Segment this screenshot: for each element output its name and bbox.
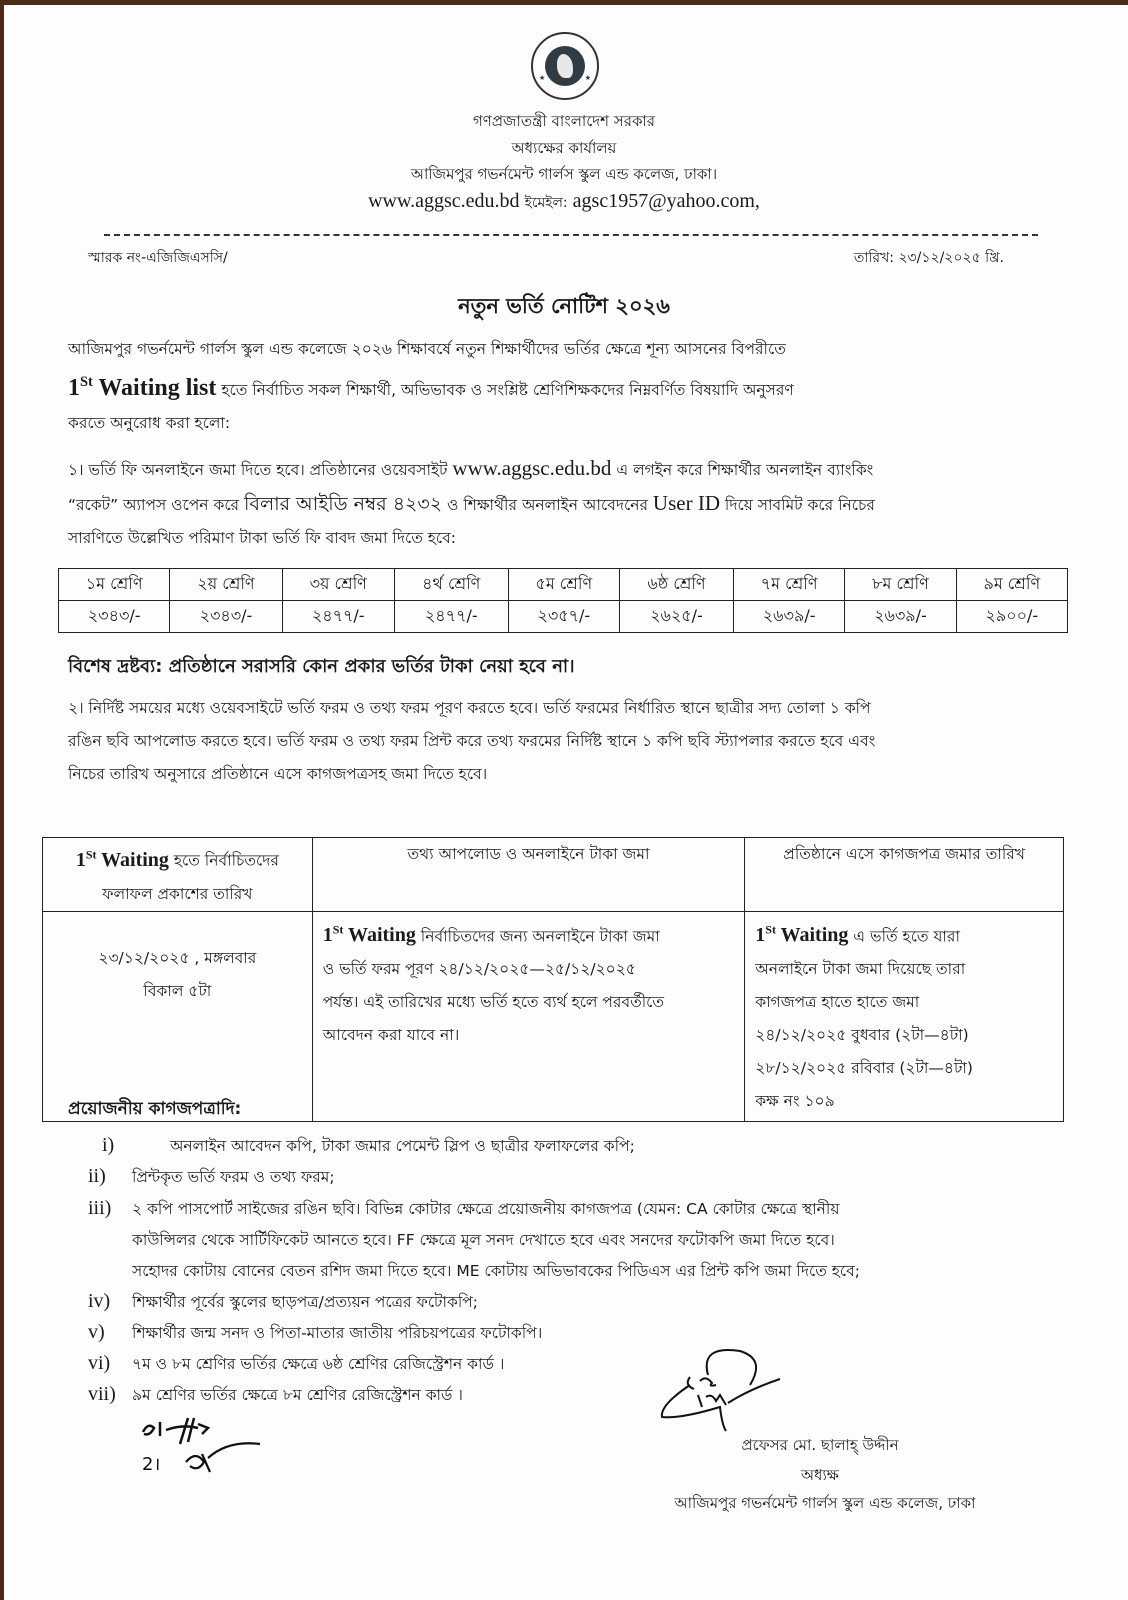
fee-header-cell: ৫ম শ্রেণি	[508, 569, 619, 601]
fee-table-value-row	[59, 601, 1068, 633]
letterhead-contact	[0, 190, 1128, 215]
fee-value-cell: ২৬২৫/-	[619, 601, 733, 633]
fee-value-cell: ২৪৭৭/-	[394, 601, 508, 633]
fee-header-cell: ২য় শ্রেণি	[170, 569, 282, 601]
schedule-header-row	[43, 838, 1064, 912]
intro-line-3: করতে অনুরোধ করা হলো:	[68, 414, 231, 432]
website-link[interactable]: www.aggsc.edu.bd	[368, 190, 520, 212]
fee-value-cell: ২৬৩৯/-	[733, 601, 844, 633]
fee-value-cell: ২৩৪৩/-	[59, 601, 170, 633]
fee-header-cell: ৮ম শ্রেণি	[845, 569, 956, 601]
principal-designation: অধ্যক্ষ	[801, 1466, 839, 1484]
submission-info-cell: 1St Waiting এ ভর্তি হতে যারা অনলাইনে টাকা জমা দিয়েছে তারা কাগজপত্র হাতে হাতে জমা ২৪/১২/২০২৫ বুধবার (২টা—৪টা) ২৮/১২/২০২৫ রবিবার (২টা—৪টা) কক্ষ নং ১০৯	[745, 911, 1064, 1121]
requirement-item: iii) ২ কপি পাসপোর্ট সাইজের রঙিন ছবি। বিভিন্ন কোটার ক্ষেত্রে প্রয়োজনীয় কাগজপত্র (যেমন: CA কোটার ক্ষেত্রে স্থানীয় কাউন্সিলর থেকে সার্টিফিকেট আনতে হবে। FF ক্ষেত্রে মূল সনদ দেখাতে হবে এবং সনদের ফটোকপি জমা দিতে হবে। সহোদর কোটায় বোনের বেতন রশিদ জমা দিতে হবে। ME কোটায় অভিভাবকের পিডিএস এর প্রিন্ট কপি জমা দিতে হবে;	[88, 1197, 860, 1280]
schedule-body-row	[43, 911, 1064, 1121]
requirement-item: ii) প্রিন্টকৃত ভর্তি ফরম ও তথ্য ফরম;	[88, 1165, 335, 1187]
fee-value-cell: ২৪৭৭/-	[282, 601, 394, 633]
requirement-item: i) অনলাইন আবেদন কপি, টাকা জমার পেমেন্ট স্লিপ ও ছাত্রীর ফলাফলের কপি;	[102, 1134, 635, 1156]
government-seal-icon: ★ ★	[531, 32, 599, 100]
fee-value-cell: ২৩৪৩/-	[170, 601, 282, 633]
principal-organization: আজিমপুর গভর্নমেন্ট গার্লস স্কুল এন্ড কলেজ, ঢাকা	[674, 1494, 976, 1512]
fee-header-cell: ৩য় শ্রেণি	[282, 569, 394, 601]
result-date-cell: ২৩/১২/২০২৫ , মঙ্গলবার বিকাল ৫টা	[43, 911, 313, 1121]
fee-header-cell: ৪র্থ শ্রেণি	[394, 569, 508, 601]
intro-paragraph	[68, 333, 1058, 440]
svg-text:2।: 2।	[142, 1454, 161, 1475]
memo-number: স্মারক নং-এজিজিএসসি/	[88, 250, 228, 266]
schedule-table	[42, 837, 1064, 1122]
schedule-header-result-date: 1St Waiting হতে নির্বাচিতদের ফলাফল প্রকাশের তারিখ	[43, 838, 313, 912]
fee-value-cell: ২৬৩৯/-	[845, 601, 956, 633]
handwritten-initials-icon	[138, 1414, 268, 1484]
letterhead-government: গণপ্রজাতন্ত্রী বাংলাদেশ সরকার	[472, 112, 656, 130]
fee-table-header-row	[59, 569, 1068, 601]
schedule-header-upload: তথ্য আপলোড ও অনলাইনে টাকা জমা	[312, 838, 745, 912]
fee-header-cell: ৬ষ্ঠ শ্রেণি	[619, 569, 733, 601]
point-2-paragraph: ২। নির্দিষ্ট সময়ের মধ্যে ওয়েবসাইটে ভর্তি ফরম ও তথ্য ফরম পূরণ করতে হবে। ভর্তি ফরমের নির্ধারিত স্থানে ছাত্রীর সদ্য তোলা ১ কপি রঙিন ছবি আপলোড করতে হবে। ভর্তি ফরম ও তথ্য ফরম প্রিন্ট করে তথ্য ফরমের নির্দিষ্ট স্থানে ১ কপি ছবি স্ট্যাপলার করতে হবে এবং নিচের তারিখ অনুসারে প্রতিষ্ঠানে এসে কাগজপত্রসহ জমা দিতে হবে।	[68, 699, 876, 783]
requirement-item: v) শিক্ষার্থীর জন্ম সনদ ও পিতা-মাতার জাতীয় পরিচয়পত্রের ফটোকপি।	[88, 1321, 543, 1343]
fee-header-cell: ৭ম শ্রেণি	[733, 569, 844, 601]
requirement-item: vii) ৯ম শ্রেণির ভর্তির ক্ষেত্রে ৮ম শ্রেণির রেজিস্ট্রেশন কার্ড ।	[88, 1383, 463, 1405]
special-note: বিশেষ দ্রষ্টব্য: প্রতিষ্ঠানে সরাসরি কোন প্রকার ভর্তির টাকা নেয়া হবে না।	[68, 656, 575, 677]
intro-line-1: আজিমপুর গভর্নমেন্ট গার্লস স্কুল এন্ড কলেজে ২০২৬ শিক্ষাবর্ষে নতুন শিক্ষার্থীদের ভর্তির ক্ষেত্রে শূন্য আসনের বিপরীতে	[68, 340, 786, 358]
email-label: ইমেইল:	[524, 195, 568, 211]
fee-table	[58, 568, 1068, 633]
fee-value-cell: ২৩৫৭/-	[508, 601, 619, 633]
point-1-paragraph: ১। ভর্তি ফি অনলাইনে জমা দিতে হবে। প্রতিষ্ঠানের ওয়েবসাইট www.aggsc.edu.bd এ লগইন করে শিক্ষার্থীর অনলাইন ব্যাংকিং “রকেট” অ্যাপস ওপেন করে বিলার আইডি নম্বর ৪২৩২ ও শিক্ষার্থীর অনলাইন আবেদনের User ID দিয়ে সাবমিট করে নিচের সারণিতে উল্লেখিত পরিমাণ টাকা ভর্তি ফি বাবদ জমা দিতে হবে:	[68, 456, 875, 547]
email-link[interactable]: agsc1957@yahoo.com,	[572, 190, 760, 212]
principal-signature-icon	[650, 1345, 810, 1435]
upload-info-cell: 1St Waiting নির্বাচিতদের জন্য অনলাইনে টাকা জমা ও ভর্তি ফরম পূরণ ২৪/১২/২০২৫—২৫/১২/২০২৫ পর্যন্ত। এই তারিখের মধ্যে ভর্তি হতে ব্যর্থ হলে পরবর্তীতে আবেদন করা যাবে না।	[312, 911, 745, 1121]
notice-title: নতুন ভর্তি নোটিশ ২০২৬	[458, 294, 670, 318]
requirements-title: প্রয়োজনীয় কাগজপত্রাদি:	[68, 1099, 242, 1119]
header-divider	[104, 234, 1038, 236]
fee-value-cell: ২৯০০/-	[956, 601, 1067, 633]
requirement-item: iv) শিক্ষার্থীর পূর্বের স্কুলের ছাড়পত্র/প্রত্যয়ন পত্রের ফটোকপি;	[88, 1290, 479, 1312]
principal-name: প্রফেসর মো. ছালাহ্ উদ্দীন	[741, 1436, 899, 1454]
requirement-item: vi) ৭ম ও ৮ম শ্রেণির ভর্তির ক্ষেত্রে ৬ষ্ঠ শ্রেণির রেজিস্ট্রেশন কার্ড ।	[88, 1352, 505, 1374]
biller-id: বিলার আইডি নম্বর ৪২৩২	[244, 493, 443, 515]
letterhead-office: অধ্যক্ষের কার্যালয়	[511, 139, 617, 157]
schedule-header-submission: প্রতিষ্ঠানে এসে কাগজপত্র জমার তারিখ	[745, 838, 1064, 912]
website-link-inline[interactable]: www.aggsc.edu.bd	[452, 456, 612, 480]
notice-date: তারিখ: ২৩/১২/২০২৫ খ্রি.	[853, 250, 1004, 266]
fee-header-cell: ৯ম শ্রেণি	[956, 569, 1067, 601]
intro-line-2: 1St Waiting list হতে নির্বাচিত সকল শিক্ষার্থী, অভিভাবক ও সংশ্লিষ্ট শ্রেণিশিক্ষকদের নিম্নবর্ণিত বিষয়াদি অনুসরণ	[68, 374, 794, 401]
fee-header-cell: ১ম শ্রেণি	[59, 569, 170, 601]
bangladesh-map-icon	[557, 54, 573, 78]
letterhead-institution: আজিমপুর গভর্নমেন্ট গার্লস স্কুল এন্ড কলেজ, ঢাকা।	[410, 165, 718, 183]
